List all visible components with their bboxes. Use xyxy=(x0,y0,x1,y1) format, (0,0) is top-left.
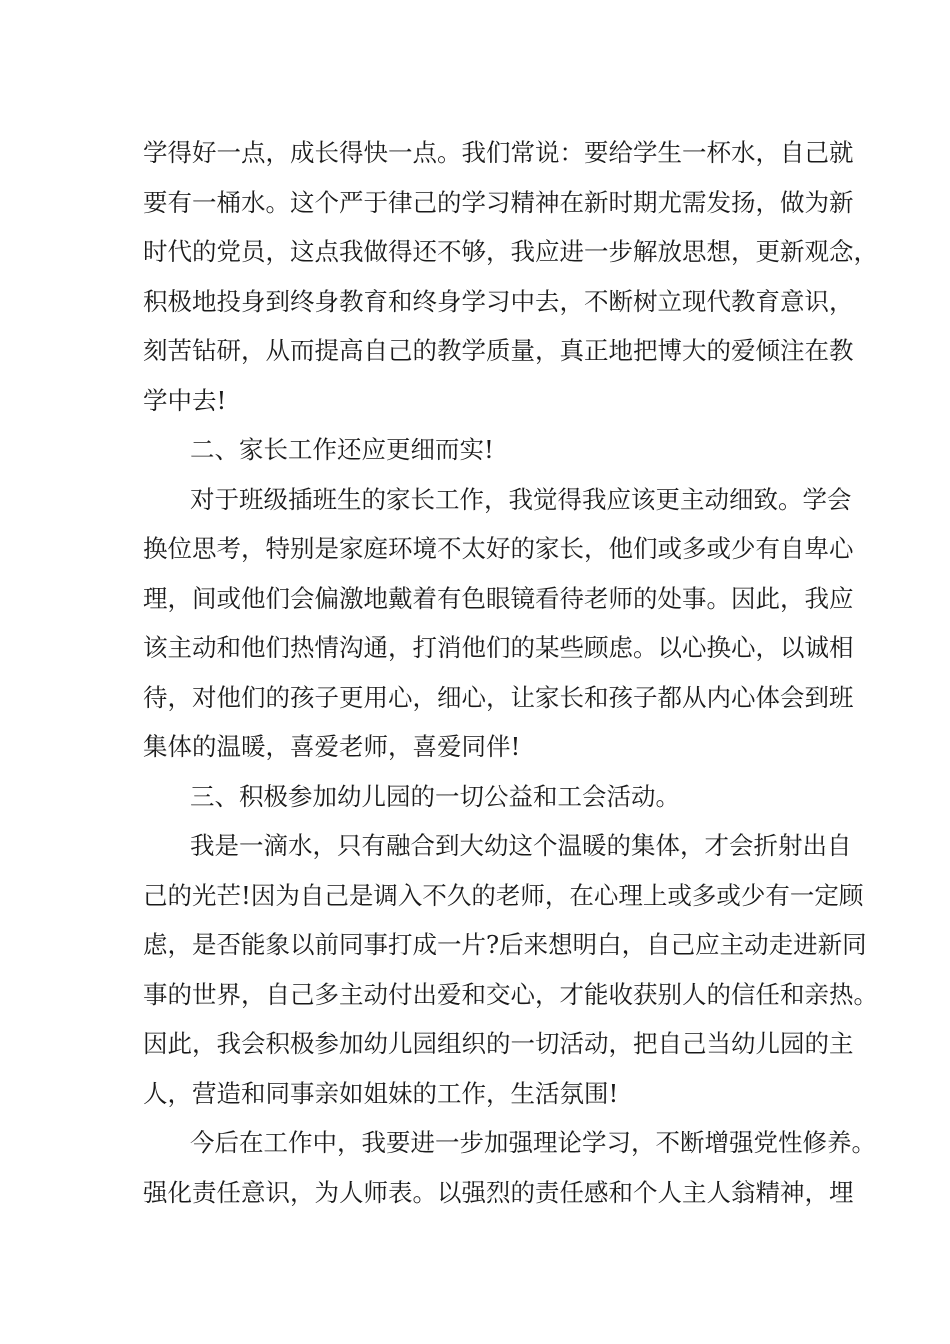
text-line: 虑，是否能象以前同事打成一片?后来想明白，自己应主动走进新同 xyxy=(143,930,867,959)
text-line: 学中去! xyxy=(143,385,227,415)
text-line: 时代的党员，这点我做得还不够，我应进一步解放思想，更新观念， xyxy=(143,237,878,266)
text-line: 该主动和他们热情沟通，打消他们的某些顾虑。以心换心，以诚相 xyxy=(143,633,854,662)
text-line: 对于班级插班生的家长工作，我觉得我应该更主动细致。学会 xyxy=(190,484,852,514)
text-line: 己的光芒!因为自己是调入不久的老师，在心理上或多或少有一定顾 xyxy=(143,880,864,910)
text-line: 积极地投身到终身教育和终身学习中去，不断树立现代教育意识， xyxy=(143,286,854,316)
text-line: 事的世界，自己多主动付出爱和交心，才能收获别人的信任和亲热。 xyxy=(143,979,878,1009)
document-body xyxy=(143,128,878,1217)
text-line: 换位思考，特别是家庭环境不太好的家长，他们或多或少有自卑心 xyxy=(143,534,854,563)
text-line: 刻苦钻研，从而提高自己的教学质量，真正地把博大的爱倾注在教 xyxy=(143,336,854,365)
text-line: 我是一滴水，只有融合到大幼这个温暖的集体，才会折射出自 xyxy=(190,831,852,860)
text-line: 集体的温暖，喜爱老师，喜爱同伴! xyxy=(143,732,521,761)
text-line: 待，对他们的孩子更用心，细心，让家长和孩子都从内心体会到班 xyxy=(143,682,854,712)
text-line: 人，营造和同事亲如姐妹的工作，生活氛围! xyxy=(143,1078,619,1108)
section-heading: 三、积极参加幼儿园的一切公益和工会活动。 xyxy=(190,781,680,811)
text-line: 今后在工作中，我要进一步加强理论学习，不断增强党性修养。 xyxy=(190,1128,876,1157)
text-line: 要有一桶水。这个严于律己的学习精神在新时期尤需发扬，做为新 xyxy=(143,187,854,217)
text-line: 学得好一点，成长得快一点。我们常说：要给学生一杯水，自己就 xyxy=(143,138,854,167)
text-line: 理，间或他们会偏激地戴着有色眼镜看待老师的处事。因此，我应 xyxy=(143,583,854,613)
section-heading: 二、家长工作还应更细而实! xyxy=(190,435,494,464)
text-line: 因此，我会积极参加幼儿园组织的一切活动，把自己当幼儿园的主 xyxy=(143,1029,854,1058)
text-line: 强化责任意识，为人师表。以强烈的责任感和个人主人翁精神，埋 xyxy=(143,1177,854,1207)
